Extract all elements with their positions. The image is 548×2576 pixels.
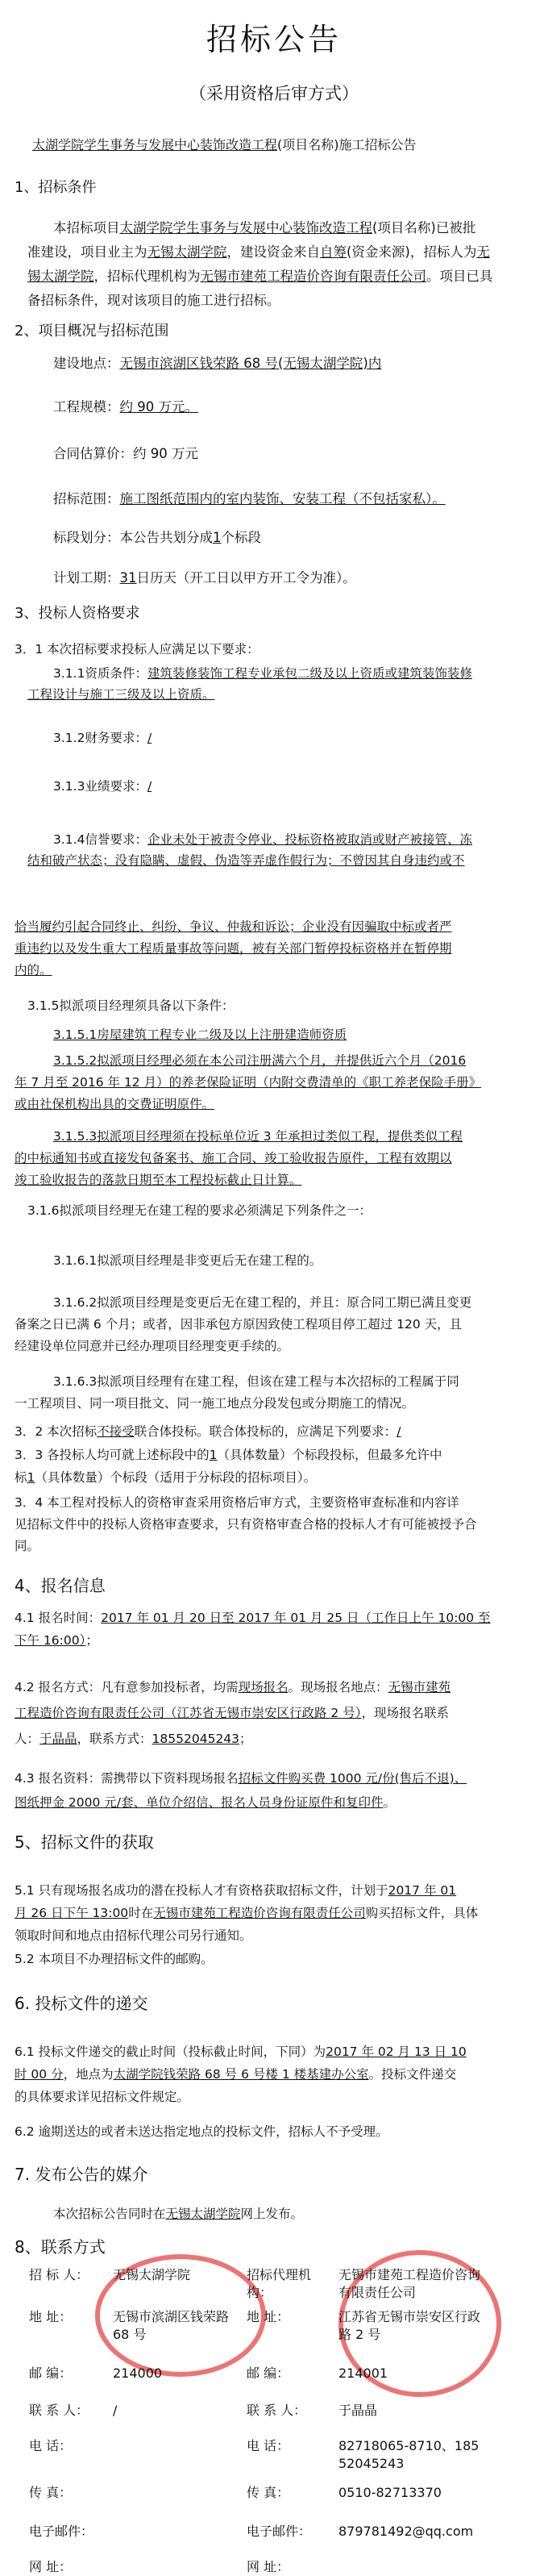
doc-acquire: 5.1 只有现场报名成功的潜在投标人才有资格获取招标文件，计划于2017 年 01 月 26 日下午 13:00时在无锡市建苑工程造价咨询有限责任公司购买招标文件，具体 领取时间和地点由招标代理公司另行通知。	[15, 1883, 479, 1943]
contact-value-left: 无锡太湖学院	[113, 2267, 191, 2282]
contact-label-left: 地 址：	[29, 2309, 73, 2324]
contact-label-right: 传 真：	[247, 2485, 290, 2500]
contact-value-left: 无锡市滨湖区钱荣路 68 号	[113, 2309, 230, 2342]
section-3-heading: 3、投标人资格要求	[15, 605, 140, 622]
contact-label-left: 招 标 人：	[29, 2267, 89, 2282]
contact-label-right: 电 话：	[247, 2438, 290, 2453]
contact-label-left: 联 系 人：	[29, 2403, 89, 2418]
project-suffix: (项目名称)施工招标公告	[277, 137, 417, 152]
contact-label-right: 联 系 人：	[247, 2403, 307, 2418]
contact-label-right: 电子邮件：	[247, 2524, 312, 2539]
pm-req-1: 3.1.5.1房屋建筑工程专业二级及以上注册建造师资质	[53, 1027, 347, 1042]
page-title: 招标公告	[206, 22, 342, 57]
reg-time: 4.1 报名时间：2017 年 01 月 20 日至 2017 年 01 月 25 日（工作日上午 10:00 至 下午 16:00）；	[15, 1611, 491, 1648]
section-7-heading: 7. 发布公告的媒介	[15, 2165, 148, 2184]
contact-value-right: 214001	[338, 2366, 388, 2381]
project-name: 太湖学院学生事务与发展中心装饰改造工程	[32, 137, 278, 152]
pm-no-project: 3.1.6拟派项目经理无在建工程的要求必须满足下列条件之一：	[27, 1203, 372, 1218]
pm-req-3: 3.1.5.3拟派项目经理须在投标单位近 3 年承担过类似工程，提供类似工程 的中标通知书或直接发包备案书、施工合同、竣工验收报告原件，工程有效期以 竣工验收报告的落款日期至本工程投标截止日计算。	[15, 1129, 463, 1187]
contact-label-left: 邮 编：	[29, 2366, 73, 2381]
credit-req: 3.1.4信誉要求：企业未处于被责令停业、投标资格被取消或财产被接管、冻 结和破产状态；没有隐瞒、虚假、伪造等弄虚作假行为；不曾因其自身违约或不	[27, 832, 472, 868]
contact-label-left: 网 址：	[29, 2559, 73, 2574]
media: 本次招标公告同时在无锡太湖学院网上发布。	[53, 2207, 304, 2221]
bid-scope: 招标范围：施工图纸范围内的室内装饰、安装工程（不包括家私）。	[53, 491, 446, 506]
contact-value-right: 于晶晶	[338, 2403, 378, 2418]
contact-label-right: 地 址：	[247, 2309, 290, 2324]
project-scale: 工程规模：约 90 万元。	[53, 399, 198, 415]
reg-materials: 4.3 报名资料：需携带以下资料现场报名招标文件购买费 1000 元/份(售后不退)、 图纸押金 2000 元/套、单位介绍信、报名人员身份证原件和复印件。	[15, 1771, 467, 1810]
credit-req-cont: 恰当履约引起合同终止、纠纷、争议、仲裁和诉讼；企业没有因骗取中标或者严 重违约以及发生重大工程质量事故等问题，被有关部门暂停投标资格并在暂停期 内的。	[15, 919, 452, 977]
submission: 6.1 投标文件递交的截止时间（投标截止时间，下同）为2017 年 02 月 13 日 10 时 00 分，地点为太湖学院钱荣路 68 号 6 号楼 1 楼基建办公室。投标文件递交 的具体要求详见招标文件规定。	[15, 2045, 467, 2104]
reg-method: 4.2 报名方式：凡有意参加投标者，均需现场报名。现场报名地点：无锡市建苑 工程造价咨询有限责任公司（江苏省无锡市崇安区行政路 2 号），现场报名联系 人：于晶晶，联系方式：18552045243；	[15, 1680, 451, 1746]
project-heading	[32, 133, 417, 157]
contact-value-right: 江苏省无锡市崇安区行政路 2 号	[338, 2309, 481, 2342]
contact-value-right: 0510-82713370	[338, 2485, 442, 2500]
contact-label-right: 邮 编：	[247, 2366, 290, 2381]
contact-label-right: 网 址：	[247, 2559, 290, 2574]
no-mail: 5.2 本项目不办理招标文件的邮购。	[15, 1952, 214, 1966]
contact-value-right: 879781492@qq.com	[338, 2524, 474, 2539]
build-location: 建设地点：无锡市滨湖区钱荣路 68 号(无锡太湖学院)内	[53, 356, 382, 371]
section-5-heading: 5、招标文件的获取	[15, 1832, 154, 1852]
section-2-heading: 2、项目概况与招标范围	[15, 323, 169, 340]
contract-price: 合同估算价：约 90 万元	[53, 446, 198, 461]
planned-period: 计划工期：31日历天（开工日以甲方开工令为准）。	[53, 570, 356, 586]
contact-label-left: 电子邮件：	[29, 2524, 94, 2539]
contact-value-left: 214000	[113, 2366, 163, 2381]
performance-req: 3.1.3业绩要求：/	[53, 779, 152, 794]
section-1-heading: 1、招标条件	[15, 179, 97, 196]
contact-label-left: 电 话：	[29, 2438, 73, 2453]
contact-label-right: 招标代理机构：	[247, 2267, 312, 2300]
lot-division: 标段划分：本公告共划分成1个标段	[53, 530, 261, 545]
pm-req-2: 3.1.5.2拟派项目经理必须在本公司注册满六个月，并提供近六个月（2016 年 7 月至 2016 年 12 月）的养老保险证明（内附交费清单的《职工养老保险手册》 或由社保机构出具的交费证明原件。	[15, 1053, 482, 1111]
section-8-heading: 8、联系方式	[15, 2237, 106, 2257]
page-subtitle: （采用资格后审方式）	[189, 84, 359, 103]
contact-value-left: /	[113, 2403, 118, 2418]
pm-no-project-1: 3.1.6.1拟派项目经理是非变更后无在建工程的。	[53, 1253, 322, 1268]
lot-bidding: 3．3 各投标人均可就上述标段中的1（具体数量）个标段投标，但最多允许中 标1（具体数量）个标段（适用于分标段的招标项目）。	[15, 1448, 442, 1485]
pm-no-project-3: 3.1.6.3拟派项目经理有在建工程，但该在建工程与本次招标的工程属于同 一工程项目、同一项目批文、同一施工地点分段发包或分期施工的情况。	[15, 1374, 459, 1411]
post-qualification: 3．4 本工程对投标人的资格审查采用资格后审方式，主要资格审查标准和内容详 见招标文件中的投标人资格审查要求，只有资格审查合格的投标人才有可能被授予合 同。	[15, 1495, 477, 1553]
contact-value-right: 无锡市建苑工程造价咨询有限责任公司	[338, 2267, 481, 2300]
section-3-1: 3．1 本次招标要求投标人应满足以下要求：	[15, 642, 259, 657]
pm-req: 3.1.5拟派项目经理须具备以下条件：	[27, 998, 235, 1013]
contact-value-right: 82718065-8710、18552045243	[338, 2438, 480, 2471]
pm-no-project-2: 3.1.6.2拟派项目经理是变更后无在建工程的，并且：原合同工期已满且变更 备案之日已满 6 个月；或者，因非承包方原因致使工程项目停工超过 120 天，且 经建设单位同意并已经办理项目经理变更手续的。	[15, 1295, 472, 1353]
section-4-heading: 4、报名信息	[15, 1576, 106, 1595]
late-submission: 6.2 逾期送达的或者未送达指定地点的投标文件，招标人不予受理。	[15, 2124, 388, 2139]
contact-label-left: 传 真：	[29, 2485, 73, 2500]
finance-req: 3.1.2财务要求：/	[53, 731, 152, 745]
section-6-heading: 6. 投标文件的递交	[15, 1994, 148, 2013]
qualification: 3.1.1资质条件：建筑装修装饰工程专业承包二级及以上资质或建筑装饰装修 工程设计与施工三级及以上资质。	[27, 666, 472, 702]
consortium: 3．2 本次招标不接受联合体投标。联合体投标的，应满足下列要求：/	[15, 1424, 401, 1439]
section-1-body: 本招标项目太湖学院学生事务与发展中心装饰改造工程(项目名称)已被批 准建设，项目业主为无锡太湖学院，建设资金来自自筹(资金来源)，招标人为无 锡太湖学院，招标代理机构为无锡市建苑工程造价咨询有限责任公司。项目已具 备招标条件，现对该项目的施工进行招标。	[27, 220, 493, 308]
